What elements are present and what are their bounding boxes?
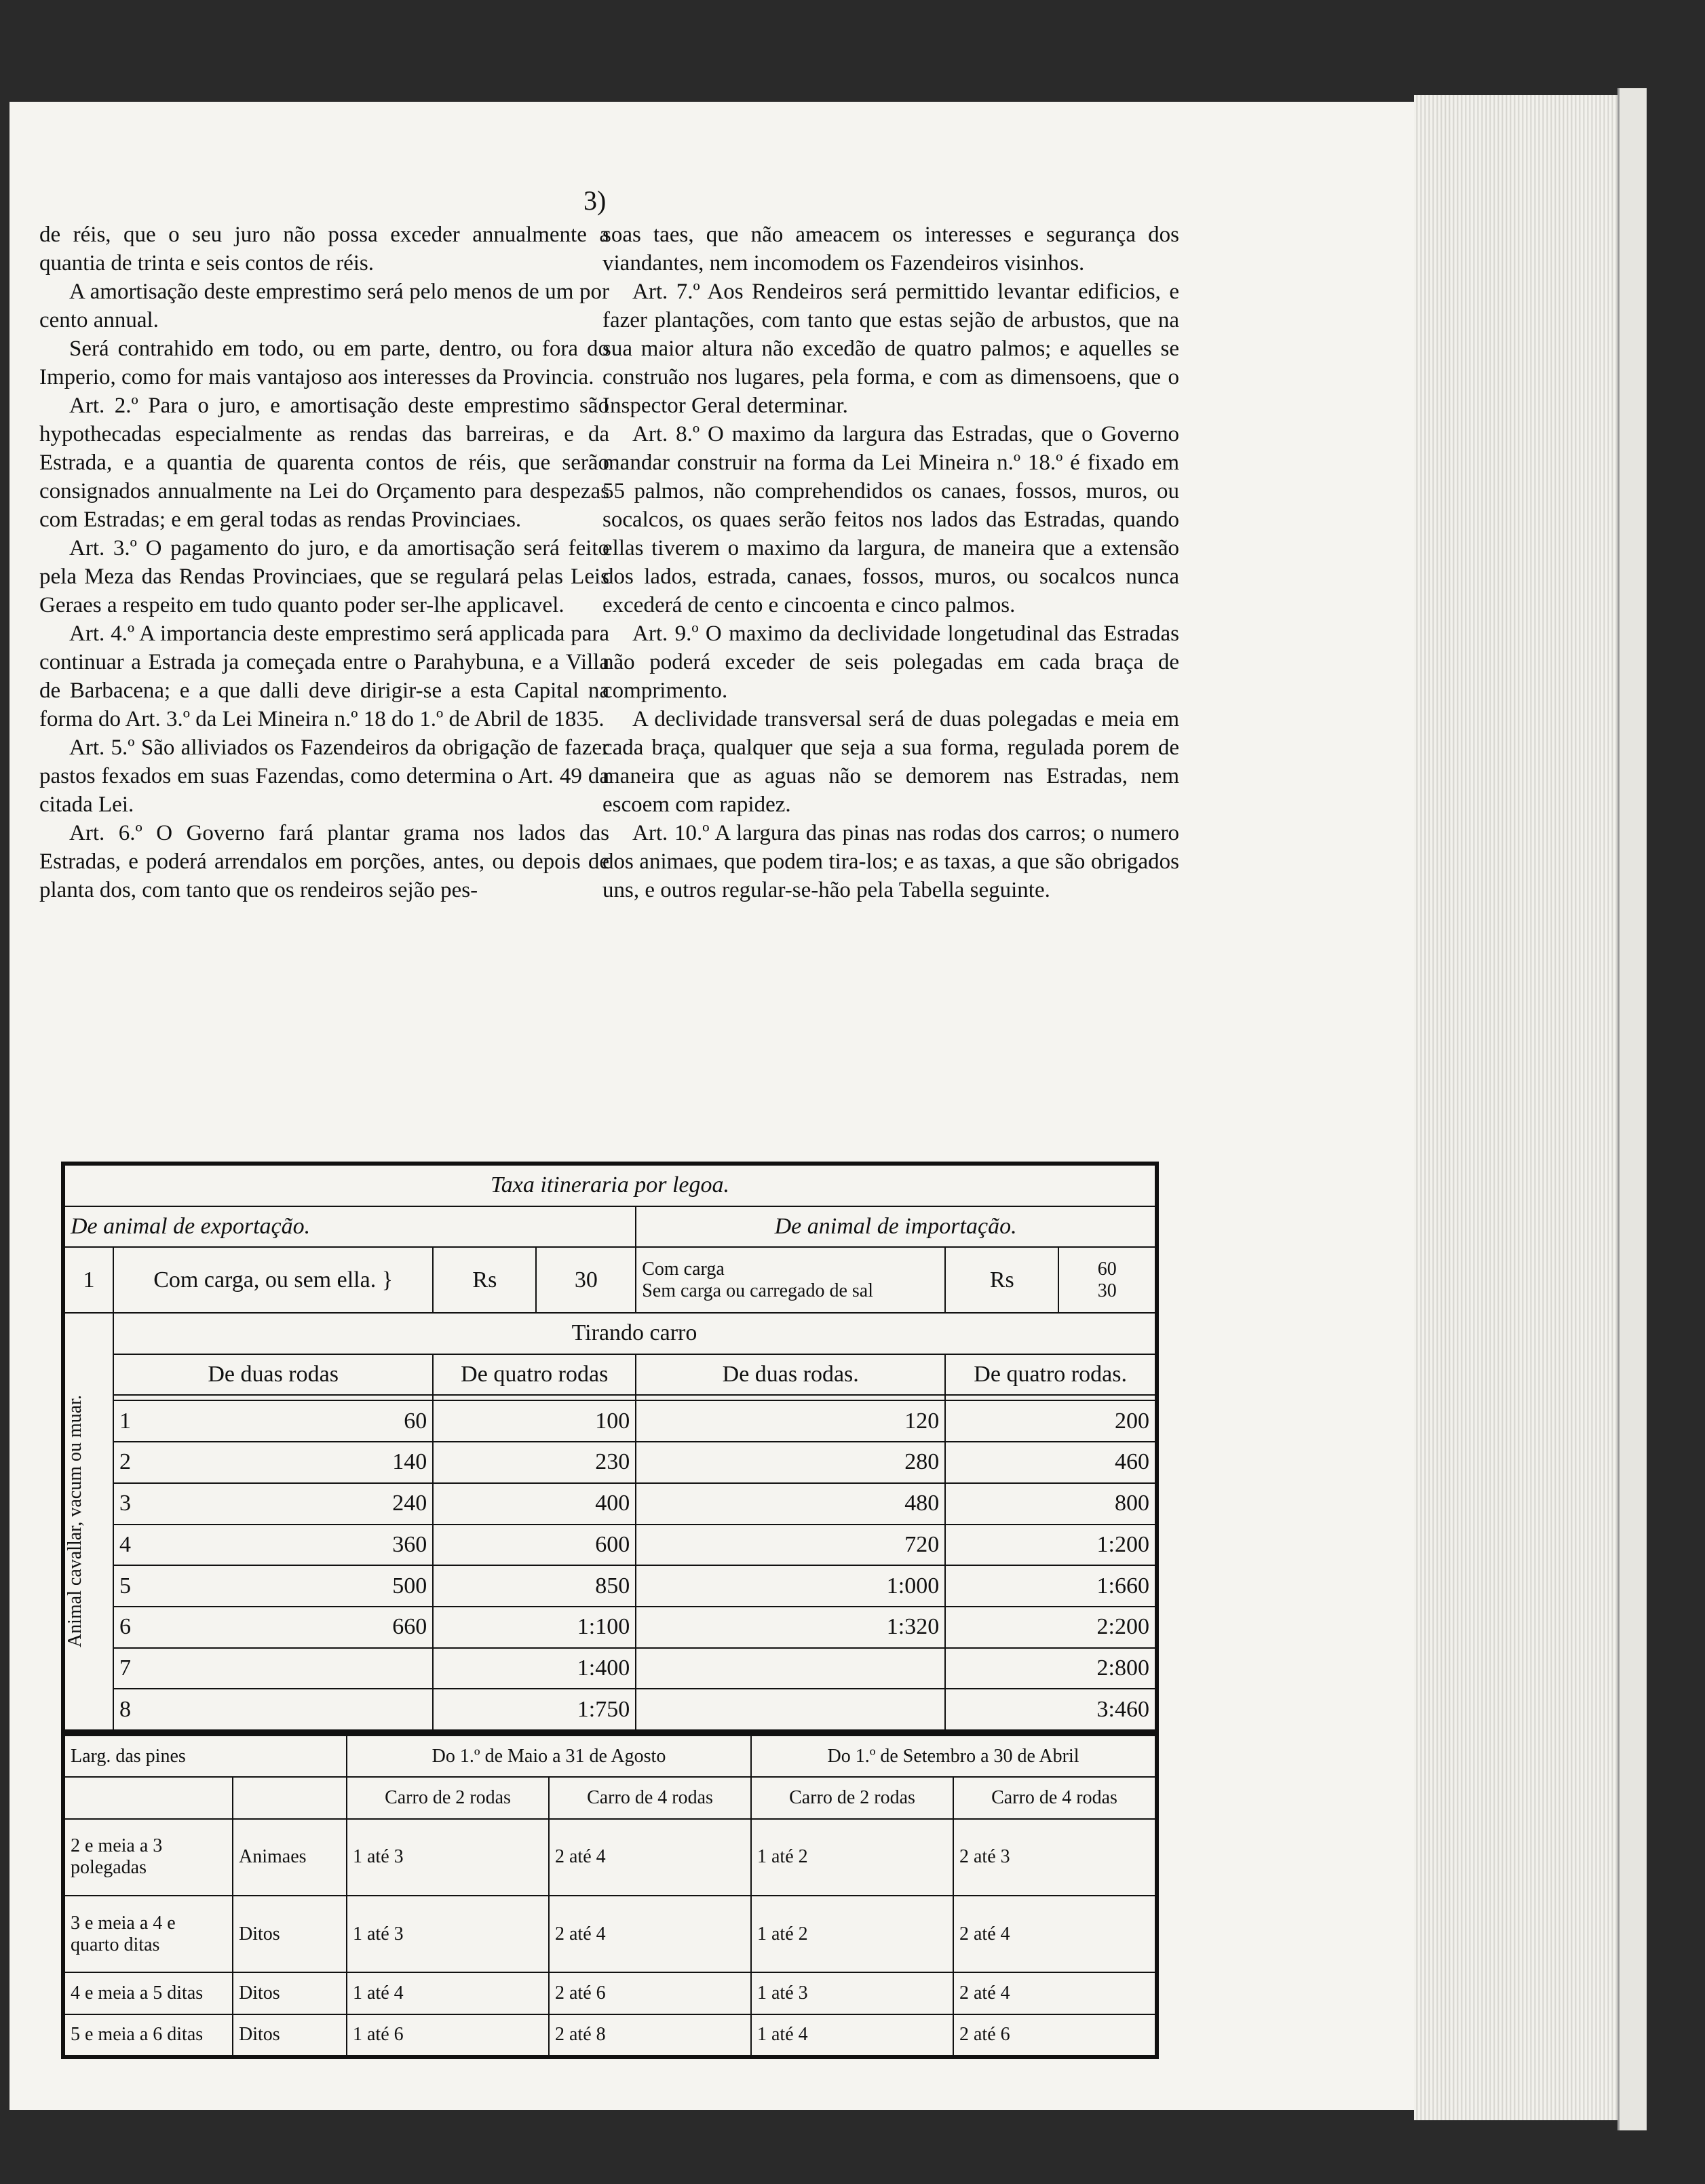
table-row <box>64 1565 1155 1607</box>
paragraph: Art. 6.º O Governo fará plantar grama nos lados das Estradas, e poderá arrendalos em porções, antes, ou depois de planta dos, com tanto que os rendeiros sejão pes- <box>39 821 609 902</box>
export-unit: Rs <box>433 1247 536 1313</box>
cell: 230 <box>433 1442 636 1483</box>
period-header: Do 1.º de Maio a 31 de Agosto <box>347 1736 751 1777</box>
tax-table <box>61 1162 1159 1733</box>
pinas-table <box>61 1733 1159 2059</box>
kind-cell: Ditos <box>233 1972 347 2014</box>
kind-cell: Animaes <box>233 1819 347 1896</box>
largura-cell: 4 e meia a 5 ditas <box>64 1972 233 2014</box>
paragraph: Art. 3.º O pagamento do juro, e da amortisação será feito pela Meza das Rendas Provinciaes, que se regulará pelas Leis Geraes a respeito em tudo quanto poder ser-lhe applicavel. <box>39 536 609 617</box>
cell: 1:400 <box>433 1648 636 1689</box>
col-header: De quatro rodas. <box>945 1354 1155 1396</box>
col-header: De duas rodas <box>113 1354 433 1396</box>
row-number: 4 <box>119 1531 131 1557</box>
cell: 3:460 <box>945 1689 1155 1730</box>
cell <box>636 1648 945 1689</box>
cell: 2:800 <box>945 1648 1155 1689</box>
paragraph: A amortisação deste emprestimo será pelo menos de um por cento annual. <box>39 280 609 332</box>
cell: 1 até 3 <box>347 1896 549 1972</box>
paragraph: soas taes, que não ameacem os interesses e segurança dos viandantes, nem incomodem os Fazendeiros visinhos. <box>602 223 1179 275</box>
right-column <box>602 221 1179 904</box>
import-label-1: Com carga <box>642 1258 725 1280</box>
col-header: De duas rodas. <box>636 1354 945 1396</box>
paragraph: Art. 9.º O maximo da declividade longetudinal das Estradas não poderá exceder de seis polegadas em cada braça de comprimento. <box>602 621 1179 703</box>
cell: 2:200 <box>945 1607 1155 1648</box>
brace: } <box>381 1267 394 1292</box>
pinas-col-header: Larg. das pines <box>64 1736 347 1777</box>
cell: 2 até 6 <box>953 2014 1155 2056</box>
table-row <box>64 1819 1155 1896</box>
export-header: De animal de exportação. <box>64 1206 636 1248</box>
cell: 200 <box>945 1400 1155 1442</box>
import-unit: Rs <box>945 1247 1058 1313</box>
cell: 480 <box>636 1483 945 1525</box>
row-number: 1 <box>119 1408 131 1434</box>
cell: 360 <box>392 1531 427 1557</box>
row-number: 5 <box>119 1573 131 1598</box>
cell: 400 <box>433 1483 636 1525</box>
animal-label: Animal cavallar, vacum ou muar. <box>64 1395 85 1648</box>
paragraph: Art. 8.º O maximo da largura das Estradas, que o Governo mandar construir na forma da Lei Mineira n.º 18.º é fixado em 55 palmos, não comprehendidos os canaes, fossos, muros, ou socalcos, os quaes serão feitos nos lados das Estradas, quando ellas tiverem o maximo da largura, de maneira que a extensão dos lados, estrada, canaes, fossos, muros, ou socalcos nunca excederá de cento e cincoenta e cinco palmos. <box>602 422 1179 617</box>
row-number: 7 <box>119 1655 131 1681</box>
cell: 1 até 3 <box>347 1819 549 1896</box>
cell: 1:200 <box>945 1525 1155 1566</box>
cell: 1:000 <box>636 1565 945 1607</box>
largura-cell: 5 e meia a 6 ditas <box>64 2014 233 2056</box>
paragraph: Art. 7.º Aos Rendeiros será permittido levantar edificios, e fazer plantações, com tanto que estas sejão de arbustos, que na sua maior altura não excedão de quatro palmos; e aquelles se construão nos lugares, pela forma, e com as dimensoens, que o Inspector Geral determinar. <box>602 280 1179 418</box>
table-row <box>64 1400 1155 1442</box>
paragraph: de réis, que o seu juro não possa exceder annualmente a quantia de trinta e seis contos de réis. <box>39 223 609 275</box>
cell: 240 <box>392 1491 427 1516</box>
table-row <box>64 1648 1155 1689</box>
cell: 800 <box>945 1483 1155 1525</box>
cell: 2 até 8 <box>549 2014 751 2056</box>
cell: 280 <box>636 1442 945 1483</box>
cell: 500 <box>392 1573 427 1598</box>
paragraph: A declividade transversal será de duas polegadas e meia em cada braça, qualquer que seja a sua forma, regulada porem de maneira que as aguas não se demorem nas Estradas, nem escoem com rapidez. <box>602 707 1179 817</box>
cell: 850 <box>433 1565 636 1607</box>
table-row <box>64 1483 1155 1525</box>
tax-table-title: Taxa itineraria por legoa. <box>64 1165 1155 1206</box>
table-row <box>64 1896 1155 1972</box>
sub-header: Carro de 4 rodas <box>953 1777 1155 1818</box>
col-header: De quatro rodas <box>433 1354 636 1396</box>
left-column <box>39 221 609 904</box>
paragraph: Art. 10.º A largura das pinas nas rodas dos carros; o numero dos animaes, que podem tira-los; e as taxas, a que são obrigados uns, e outros regular-se-hão pela Tabella seguinte. <box>602 821 1179 902</box>
table-row <box>64 1689 1155 1730</box>
largura-cell: 2 e meia a 3 polegadas <box>64 1819 233 1896</box>
import-value-1: 60 <box>1097 1258 1117 1280</box>
cell: 1 até 2 <box>751 1819 953 1896</box>
cell: 1:750 <box>433 1689 636 1730</box>
export-value: 30 <box>536 1247 636 1313</box>
paragraph: Art. 5.º São alliviados os Fazendeiros da obrigação de fazer pastos fexados em suas Fazendas, como determina o Art. 49 da citada Lei. <box>39 735 609 817</box>
cell: 2 até 6 <box>549 1972 751 2014</box>
cell <box>636 1689 945 1730</box>
page-edges <box>1414 95 1617 2120</box>
book-cover-edge <box>1617 88 1647 2130</box>
kind-cell: Ditos <box>233 2014 347 2056</box>
row-number: 8 <box>119 1696 131 1722</box>
import-header: De animal de importação. <box>636 1206 1155 1248</box>
cell: 100 <box>433 1400 636 1442</box>
cell: 1:100 <box>433 1607 636 1648</box>
period-header: Do 1.º de Setembro a 30 de Abril <box>751 1736 1155 1777</box>
row-number: 2 <box>119 1449 131 1475</box>
cell: 720 <box>636 1525 945 1566</box>
table-row <box>64 1525 1155 1566</box>
cell: 660 <box>392 1614 427 1640</box>
cell: 2 até 4 <box>549 1896 751 1972</box>
cell: 2 até 4 <box>953 1896 1155 1972</box>
cell: 1 até 4 <box>751 2014 953 2056</box>
tirando-carro-header: Tirando carro <box>113 1313 1155 1354</box>
cell: 1 até 3 <box>751 1972 953 2014</box>
table-row <box>64 1607 1155 1648</box>
import-label-2: Sem carga ou carregado de sal <box>642 1280 873 1301</box>
sub-header: Carro de 2 rodas <box>751 1777 953 1818</box>
paragraph: Art. 4.º A importancia deste emprestimo será applicada para continuar a Estrada ja começada entre o Parahybuna, e a Villa de Barbacena; e a que dalli deve dirigir-se a esta Capital na forma do Art. 3.º da Lei Mineira n.º 18 do 1.º de Abril de 1835. <box>39 621 609 731</box>
largura-cell: 3 e meia a 4 e quarto ditas <box>64 1896 233 1972</box>
cell: 1:320 <box>636 1607 945 1648</box>
table-row <box>64 2014 1155 2056</box>
cell: 2 até 4 <box>549 1819 751 1896</box>
export-count: 1 <box>64 1247 113 1313</box>
sub-header: Carro de 4 rodas <box>549 1777 751 1818</box>
cell: 60 <box>404 1408 427 1434</box>
cell: 460 <box>945 1442 1155 1483</box>
sub-header: Carro de 2 rodas <box>347 1777 549 1818</box>
table-row <box>64 1442 1155 1483</box>
table-row <box>64 1972 1155 2014</box>
cell: 120 <box>636 1400 945 1442</box>
import-value-2: 30 <box>1097 1280 1117 1301</box>
cell: 1 até 2 <box>751 1896 953 1972</box>
paragraph: Art. 2.º Para o juro, e amortisação deste emprestimo são hypothecadas especialmente as rendas das barreiras, e da Estrada, e a quantia de quarenta contos de réis, que serão consignados annualmente na Lei do Orçamento para despezas com Estradas; e em geral todas as rendas Provinciaes. <box>39 394 609 532</box>
cell: 2 até 4 <box>953 1972 1155 2014</box>
row-number: 3 <box>119 1491 131 1516</box>
cell: 140 <box>392 1449 427 1475</box>
cell: 1 até 4 <box>347 1972 549 2014</box>
kind-cell: Ditos <box>233 1896 347 1972</box>
cell: 2 até 3 <box>953 1819 1155 1896</box>
row-number: 6 <box>119 1614 131 1640</box>
cell: 600 <box>433 1525 636 1566</box>
export-label: Com carga, ou sem ella. <box>153 1267 377 1292</box>
page-number: 3) <box>583 185 607 216</box>
cell: 1:660 <box>945 1565 1155 1607</box>
cell: 1 até 6 <box>347 2014 549 2056</box>
paragraph: Será contrahido em todo, ou em parte, dentro, ou fora do Imperio, como for mais vantajoso aos interesses da Provincia. <box>39 337 609 389</box>
